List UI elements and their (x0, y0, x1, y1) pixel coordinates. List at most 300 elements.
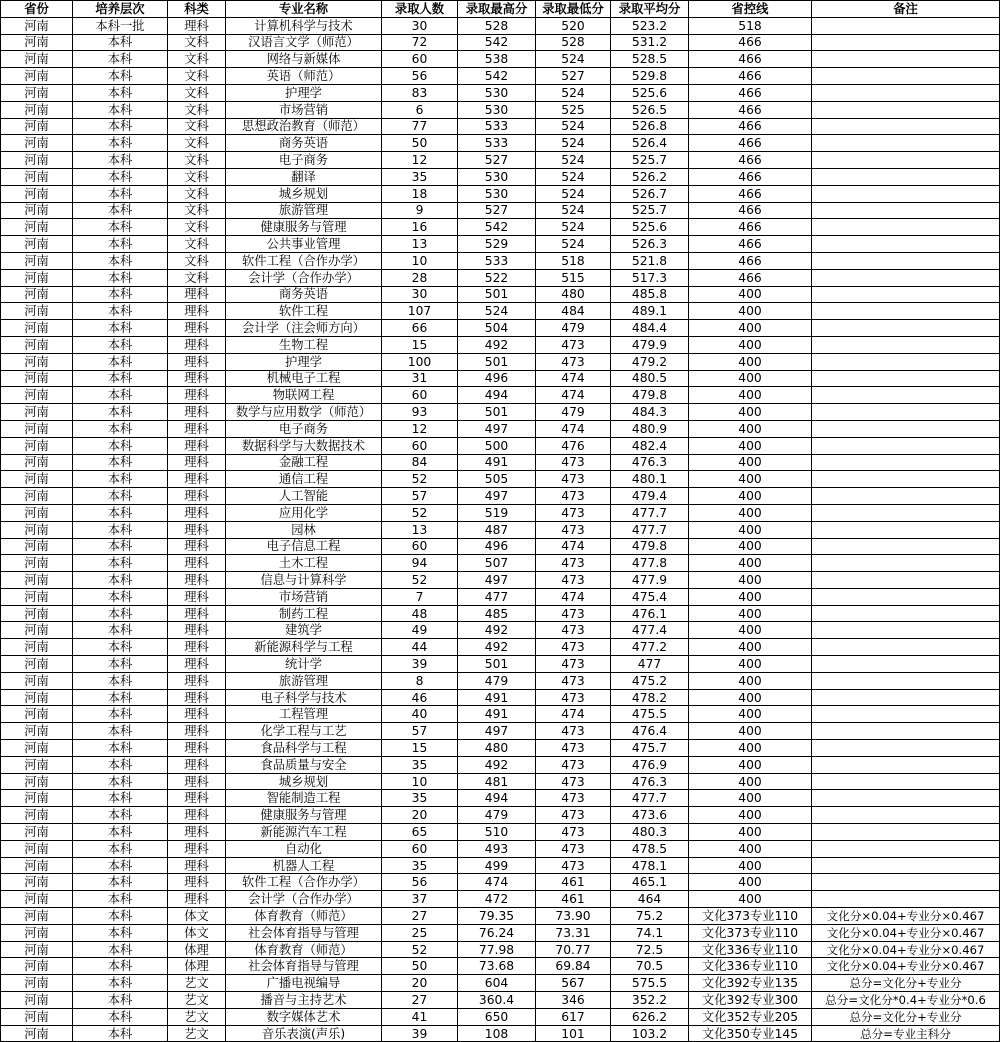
table-row (1, 521, 1000, 538)
control-line-cell: 400 (689, 622, 812, 639)
major-cell: 城乡规划 (226, 773, 382, 790)
category-cell: 理科 (168, 404, 226, 421)
avg-score-cell: 528.5 (611, 51, 689, 68)
max-score-cell: 529 (458, 236, 536, 253)
major-cell: 园林 (226, 521, 382, 538)
table-row (1, 622, 1000, 639)
avg-score-cell: 476.1 (611, 605, 689, 622)
count-cell: 39 (382, 656, 458, 673)
province-cell: 河南 (1, 420, 73, 437)
col-header-avg: 录取平均分 (611, 1, 689, 18)
avg-score-cell: 476.9 (611, 756, 689, 773)
min-score-cell: 73.31 (536, 924, 611, 941)
min-score-cell: 73.90 (536, 908, 611, 925)
table-row (1, 1008, 1000, 1025)
note-cell (812, 286, 1000, 303)
level-cell: 本科 (73, 84, 168, 101)
province-cell: 河南 (1, 723, 73, 740)
control-line-cell: 400 (689, 538, 812, 555)
col-header-count: 录取人数 (382, 1, 458, 18)
min-score-cell: 474 (536, 538, 611, 555)
note-cell (812, 303, 1000, 320)
level-cell: 本科 (73, 572, 168, 589)
note-cell: 总分=文化分+专业分 (812, 975, 1000, 992)
control-line-cell: 518 (689, 17, 812, 34)
category-cell: 理科 (168, 740, 226, 757)
province-cell: 河南 (1, 941, 73, 958)
control-line-cell: 400 (689, 437, 812, 454)
province-cell: 河南 (1, 152, 73, 169)
control-line-cell: 400 (689, 504, 812, 521)
province-cell: 河南 (1, 840, 73, 857)
avg-score-cell: 75.2 (611, 908, 689, 925)
category-cell: 理科 (168, 874, 226, 891)
max-score-cell: 492 (458, 639, 536, 656)
category-cell: 理科 (168, 17, 226, 34)
count-cell: 52 (382, 471, 458, 488)
count-cell: 15 (382, 740, 458, 757)
count-cell: 20 (382, 975, 458, 992)
count-cell: 40 (382, 706, 458, 723)
province-cell: 河南 (1, 572, 73, 589)
table-row (1, 353, 1000, 370)
count-cell: 60 (382, 437, 458, 454)
major-cell: 生物工程 (226, 336, 382, 353)
control-line-cell: 400 (689, 672, 812, 689)
category-cell: 文科 (168, 51, 226, 68)
level-cell: 本科 (73, 656, 168, 673)
max-score-cell: 542 (458, 68, 536, 85)
province-cell: 河南 (1, 320, 73, 337)
level-cell: 本科 (73, 874, 168, 891)
province-cell: 河南 (1, 68, 73, 85)
max-score-cell: 487 (458, 521, 536, 538)
avg-score-cell: 477.4 (611, 622, 689, 639)
note-cell (812, 689, 1000, 706)
table-row (1, 185, 1000, 202)
level-cell: 本科 (73, 303, 168, 320)
min-score-cell: 528 (536, 34, 611, 51)
major-cell: 思想政治教育（师范） (226, 118, 382, 135)
avg-score-cell: 484.4 (611, 320, 689, 337)
major-cell: 新能源汽车工程 (226, 824, 382, 841)
min-score-cell: 473 (536, 689, 611, 706)
count-cell: 35 (382, 790, 458, 807)
major-cell: 英语（师范） (226, 68, 382, 85)
major-cell: 旅游管理 (226, 672, 382, 689)
major-cell: 数学与应用数学（师范） (226, 404, 382, 421)
province-cell: 河南 (1, 790, 73, 807)
level-cell: 本科 (73, 471, 168, 488)
avg-score-cell: 521.8 (611, 252, 689, 269)
table-row (1, 706, 1000, 723)
max-score-cell: 530 (458, 101, 536, 118)
table-row (1, 488, 1000, 505)
max-score-cell: 472 (458, 891, 536, 908)
table-row (1, 773, 1000, 790)
avg-score-cell: 484.3 (611, 404, 689, 421)
avg-score-cell: 464 (611, 891, 689, 908)
avg-score-cell: 475.2 (611, 672, 689, 689)
avg-score-cell: 526.7 (611, 185, 689, 202)
count-cell: 9 (382, 202, 458, 219)
count-cell: 46 (382, 689, 458, 706)
count-cell: 60 (382, 387, 458, 404)
category-cell: 理科 (168, 891, 226, 908)
note-cell (812, 471, 1000, 488)
control-line-cell: 466 (689, 236, 812, 253)
category-cell: 文科 (168, 236, 226, 253)
province-cell: 河南 (1, 504, 73, 521)
min-score-cell: 524 (536, 84, 611, 101)
major-cell: 健康服务与管理 (226, 807, 382, 824)
max-score-cell: 360.4 (458, 992, 536, 1009)
note-cell (812, 605, 1000, 622)
count-cell: 12 (382, 152, 458, 169)
table-row (1, 336, 1000, 353)
note-cell (812, 740, 1000, 757)
note-cell (812, 622, 1000, 639)
table-row (1, 824, 1000, 841)
max-score-cell: 480 (458, 740, 536, 757)
max-score-cell: 501 (458, 286, 536, 303)
min-score-cell: 461 (536, 891, 611, 908)
note-cell (812, 252, 1000, 269)
level-cell: 本科 (73, 941, 168, 958)
table-row (1, 639, 1000, 656)
max-score-cell: 479 (458, 807, 536, 824)
level-cell: 本科 (73, 824, 168, 841)
level-cell: 本科 (73, 1008, 168, 1025)
province-cell: 河南 (1, 353, 73, 370)
min-score-cell: 473 (536, 555, 611, 572)
min-score-cell: 474 (536, 370, 611, 387)
count-cell: 57 (382, 723, 458, 740)
min-score-cell: 524 (536, 185, 611, 202)
level-cell: 本科 (73, 185, 168, 202)
count-cell: 20 (382, 807, 458, 824)
table-row (1, 807, 1000, 824)
count-cell: 18 (382, 185, 458, 202)
category-cell: 理科 (168, 773, 226, 790)
level-cell: 本科 (73, 488, 168, 505)
max-score-cell: 494 (458, 387, 536, 404)
count-cell: 30 (382, 286, 458, 303)
note-cell (812, 135, 1000, 152)
province-cell: 河南 (1, 370, 73, 387)
major-cell: 翻译 (226, 168, 382, 185)
count-cell: 52 (382, 941, 458, 958)
count-cell: 37 (382, 891, 458, 908)
table-row (1, 924, 1000, 941)
province-cell: 河南 (1, 538, 73, 555)
control-line-cell: 466 (689, 269, 812, 286)
province-cell: 河南 (1, 672, 73, 689)
table-row (1, 135, 1000, 152)
table-row (1, 68, 1000, 85)
category-cell: 理科 (168, 706, 226, 723)
min-score-cell: 461 (536, 874, 611, 891)
province-cell: 河南 (1, 437, 73, 454)
min-score-cell: 474 (536, 387, 611, 404)
avg-score-cell: 525.6 (611, 219, 689, 236)
note-cell (812, 17, 1000, 34)
max-score-cell: 493 (458, 840, 536, 857)
count-cell: 52 (382, 572, 458, 589)
level-cell: 本科 (73, 101, 168, 118)
note-cell (812, 152, 1000, 169)
level-cell: 本科 (73, 135, 168, 152)
min-score-cell: 524 (536, 236, 611, 253)
avg-score-cell: 479.8 (611, 538, 689, 555)
table-row (1, 740, 1000, 757)
table-row (1, 454, 1000, 471)
major-cell: 工程管理 (226, 706, 382, 723)
province-cell: 河南 (1, 975, 73, 992)
table-row (1, 236, 1000, 253)
avg-score-cell: 476.3 (611, 454, 689, 471)
category-cell: 艺文 (168, 1025, 226, 1042)
province-cell: 河南 (1, 521, 73, 538)
category-cell: 理科 (168, 555, 226, 572)
note-cell (812, 840, 1000, 857)
note-cell (812, 168, 1000, 185)
max-score-cell: 77.98 (458, 941, 536, 958)
min-score-cell: 518 (536, 252, 611, 269)
control-line-cell: 400 (689, 370, 812, 387)
min-score-cell: 473 (536, 740, 611, 757)
major-cell: 电子科学与技术 (226, 689, 382, 706)
max-score-cell: 522 (458, 269, 536, 286)
province-cell: 河南 (1, 269, 73, 286)
table-row (1, 420, 1000, 437)
category-cell: 理科 (168, 437, 226, 454)
category-cell: 文科 (168, 252, 226, 269)
major-cell: 音乐表演(声乐) (226, 1025, 382, 1042)
table-row (1, 51, 1000, 68)
category-cell: 理科 (168, 672, 226, 689)
table-row (1, 202, 1000, 219)
category-cell: 理科 (168, 387, 226, 404)
category-cell: 理科 (168, 521, 226, 538)
min-score-cell: 484 (536, 303, 611, 320)
control-line-cell: 466 (689, 202, 812, 219)
control-line-cell: 400 (689, 706, 812, 723)
count-cell: 50 (382, 958, 458, 975)
control-line-cell: 文化336专业110 (689, 941, 812, 958)
min-score-cell: 476 (536, 437, 611, 454)
level-cell: 本科 (73, 555, 168, 572)
count-cell: 27 (382, 992, 458, 1009)
note-cell (812, 891, 1000, 908)
category-cell: 理科 (168, 790, 226, 807)
table-row (1, 152, 1000, 169)
province-cell: 河南 (1, 908, 73, 925)
count-cell: 15 (382, 336, 458, 353)
major-cell: 广播电视编导 (226, 975, 382, 992)
avg-score-cell: 478.2 (611, 689, 689, 706)
table-row (1, 303, 1000, 320)
min-score-cell: 473 (536, 488, 611, 505)
category-cell: 理科 (168, 420, 226, 437)
major-cell: 电子信息工程 (226, 538, 382, 555)
control-line-cell: 400 (689, 303, 812, 320)
province-cell: 河南 (1, 639, 73, 656)
control-line-cell: 400 (689, 874, 812, 891)
control-line-cell: 466 (689, 219, 812, 236)
note-cell (812, 370, 1000, 387)
control-line-cell: 466 (689, 185, 812, 202)
major-cell: 体育教育（师范） (226, 941, 382, 958)
col-header-max: 录取最高分 (458, 1, 536, 18)
control-line-cell: 400 (689, 656, 812, 673)
control-line-cell: 文化392专业135 (689, 975, 812, 992)
avg-score-cell: 70.5 (611, 958, 689, 975)
level-cell: 本科 (73, 538, 168, 555)
province-cell: 河南 (1, 17, 73, 34)
level-cell: 本科 (73, 773, 168, 790)
count-cell: 60 (382, 538, 458, 555)
control-line-cell: 文化373专业110 (689, 924, 812, 941)
max-score-cell: 491 (458, 689, 536, 706)
major-cell: 机械电子工程 (226, 370, 382, 387)
control-line-cell: 400 (689, 790, 812, 807)
level-cell: 本科 (73, 908, 168, 925)
min-score-cell: 473 (536, 723, 611, 740)
table-row (1, 504, 1000, 521)
min-score-cell: 479 (536, 320, 611, 337)
major-cell: 电子商务 (226, 420, 382, 437)
major-cell: 计算机科学与技术 (226, 17, 382, 34)
province-cell: 河南 (1, 303, 73, 320)
count-cell: 7 (382, 588, 458, 605)
min-score-cell: 527 (536, 68, 611, 85)
level-cell: 本科 (73, 840, 168, 857)
avg-score-cell: 477.7 (611, 504, 689, 521)
avg-score-cell: 475.7 (611, 740, 689, 757)
max-score-cell: 528 (458, 17, 536, 34)
major-cell: 制药工程 (226, 605, 382, 622)
major-cell: 会计学（注会师方向） (226, 320, 382, 337)
province-cell: 河南 (1, 588, 73, 605)
table-row (1, 723, 1000, 740)
avg-score-cell: 477.9 (611, 572, 689, 589)
major-cell: 市场营销 (226, 588, 382, 605)
count-cell: 49 (382, 622, 458, 639)
category-cell: 理科 (168, 807, 226, 824)
table-row (1, 874, 1000, 891)
avg-score-cell: 476.4 (611, 723, 689, 740)
note-cell: 文化分×0.04+专业分×0.467 (812, 941, 1000, 958)
count-cell: 94 (382, 555, 458, 572)
max-score-cell: 108 (458, 1025, 536, 1042)
province-cell: 河南 (1, 118, 73, 135)
note-cell (812, 790, 1000, 807)
min-score-cell: 473 (536, 790, 611, 807)
col-header-note: 备注 (812, 1, 1000, 18)
max-score-cell: 542 (458, 34, 536, 51)
avg-score-cell: 477 (611, 656, 689, 673)
level-cell: 本科 (73, 404, 168, 421)
category-cell: 理科 (168, 353, 226, 370)
note-cell (812, 555, 1000, 572)
count-cell: 27 (382, 908, 458, 925)
table-row (1, 17, 1000, 34)
control-line-cell: 400 (689, 387, 812, 404)
min-score-cell: 473 (536, 622, 611, 639)
major-cell: 健康服务与管理 (226, 219, 382, 236)
max-score-cell: 485 (458, 605, 536, 622)
min-score-cell: 524 (536, 51, 611, 68)
max-score-cell: 533 (458, 135, 536, 152)
level-cell: 本科 (73, 622, 168, 639)
category-cell: 理科 (168, 572, 226, 589)
max-score-cell: 533 (458, 118, 536, 135)
min-score-cell: 473 (536, 471, 611, 488)
max-score-cell: 533 (458, 252, 536, 269)
province-cell: 河南 (1, 857, 73, 874)
min-score-cell: 524 (536, 135, 611, 152)
avg-score-cell: 517.3 (611, 269, 689, 286)
avg-score-cell: 477.7 (611, 521, 689, 538)
count-cell: 25 (382, 924, 458, 941)
avg-score-cell: 480.5 (611, 370, 689, 387)
count-cell: 35 (382, 168, 458, 185)
min-score-cell: 617 (536, 1008, 611, 1025)
col-header-province: 省份 (1, 1, 73, 18)
count-cell: 100 (382, 353, 458, 370)
min-score-cell: 473 (536, 756, 611, 773)
avg-score-cell: 525.7 (611, 152, 689, 169)
category-cell: 理科 (168, 824, 226, 841)
note-cell (812, 320, 1000, 337)
province-cell: 河南 (1, 168, 73, 185)
table-row (1, 958, 1000, 975)
avg-score-cell: 477.7 (611, 790, 689, 807)
category-cell: 理科 (168, 336, 226, 353)
category-cell: 理科 (168, 689, 226, 706)
control-line-cell: 400 (689, 824, 812, 841)
table-row (1, 219, 1000, 236)
table-body (1, 17, 1000, 1042)
col-header-min: 录取最低分 (536, 1, 611, 18)
max-score-cell: 530 (458, 168, 536, 185)
avg-score-cell: 480.1 (611, 471, 689, 488)
category-cell: 艺文 (168, 992, 226, 1009)
level-cell: 本科 (73, 118, 168, 135)
max-score-cell: 504 (458, 320, 536, 337)
category-cell: 理科 (168, 471, 226, 488)
table-row (1, 437, 1000, 454)
note-cell: 总分=文化分+专业分 (812, 1008, 1000, 1025)
min-score-cell: 524 (536, 202, 611, 219)
note-cell (812, 51, 1000, 68)
min-score-cell: 473 (536, 857, 611, 874)
control-line-cell: 400 (689, 320, 812, 337)
table-row (1, 370, 1000, 387)
min-score-cell: 473 (536, 773, 611, 790)
table-row (1, 857, 1000, 874)
note-cell (812, 219, 1000, 236)
control-line-cell: 400 (689, 773, 812, 790)
province-cell: 河南 (1, 555, 73, 572)
level-cell: 本科 (73, 790, 168, 807)
avg-score-cell: 525.7 (611, 202, 689, 219)
min-score-cell: 473 (536, 504, 611, 521)
note-cell (812, 588, 1000, 605)
control-line-cell: 400 (689, 471, 812, 488)
control-line-cell: 400 (689, 807, 812, 824)
